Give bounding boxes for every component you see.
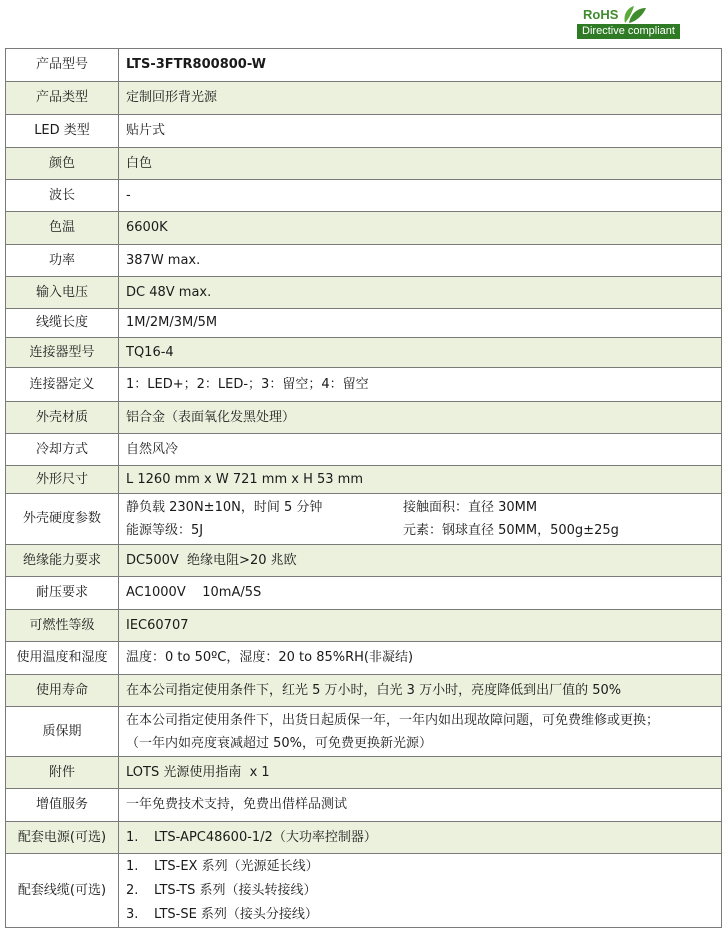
- table-row: [6, 309, 722, 338]
- static-load-text: 静负载 230N±10N，时间 5 分钟: [126, 500, 323, 515]
- list-item: [126, 855, 721, 879]
- row-value: 一年免费技术支持，免费出借样品测试: [119, 789, 722, 822]
- row-value: L 1260 mm x W 721 mm x H 53 mm: [119, 466, 722, 494]
- row-value: [119, 494, 722, 545]
- rohs-banner: Directive compliant: [577, 24, 680, 39]
- list-item: [126, 826, 721, 850]
- element-text: 元素：钢球直径 50MM，500g±25g: [403, 523, 619, 538]
- row-value: LOTS 光源使用指南 x 1: [119, 757, 722, 789]
- row-value: -: [119, 180, 722, 212]
- row-label: 输入电压: [6, 277, 119, 309]
- table-row: [6, 707, 722, 757]
- row-value: [119, 822, 722, 854]
- row-value: DC 48V max.: [119, 277, 722, 309]
- row-value: LTS-3FTR800800-W: [119, 49, 722, 82]
- table-row: [6, 642, 722, 675]
- list-item: [126, 903, 721, 927]
- row-label: 冷却方式: [6, 434, 119, 466]
- table-row: [6, 854, 722, 928]
- row-label: 线缆长度: [6, 309, 119, 338]
- table-row: [6, 789, 722, 822]
- row-label: 耐压要求: [6, 577, 119, 610]
- table-row: [6, 180, 722, 212]
- hardness-line-2: [126, 519, 721, 542]
- row-label: LED 类型: [6, 115, 119, 148]
- row-label: 配套线缆(可选): [6, 854, 119, 928]
- list-number: 3.: [126, 906, 139, 922]
- list-text: LTS-APC48600-1/2（大功率控制器）: [154, 829, 377, 845]
- row-label: 连接器定义: [6, 368, 119, 402]
- rohs-logo-text: RoHS: [583, 7, 619, 22]
- list-text: LTS-EX 系列（光源延长线）: [154, 858, 319, 874]
- energy-level-text: 能源等级：5J: [126, 523, 204, 538]
- table-row: [6, 368, 722, 402]
- table-row: [6, 82, 722, 115]
- row-label: 外壳硬度参数: [6, 494, 119, 545]
- list-number: 1.: [126, 858, 139, 874]
- row-value: IEC60707: [119, 610, 722, 642]
- row-value: 1：LED+；2：LED-；3：留空；4：留空: [119, 368, 722, 402]
- row-label: 质保期: [6, 707, 119, 757]
- row-value: [119, 707, 722, 757]
- row-value: 在本公司指定使用条件下，红光 5 万小时，白光 3 万小时，亮度降低到出厂值的 50%: [119, 675, 722, 707]
- table-row: [6, 757, 722, 789]
- warranty-line-2: （一年内如亮度衰减超过 50%，可免费更换新光源）: [126, 735, 433, 751]
- warranty-line-1: 在本公司指定使用条件下，出货日起质保一年，一年内如出现故障问题，可免费维修或更换；: [126, 712, 660, 728]
- table-row: [6, 466, 722, 494]
- row-value: 1M/2M/3M/5M: [119, 309, 722, 338]
- table-row: [6, 822, 722, 854]
- table-row: [6, 115, 722, 148]
- table-row: [6, 494, 722, 545]
- hardness-line-1: [126, 496, 721, 519]
- table-row: [6, 277, 722, 309]
- table-row: [6, 148, 722, 180]
- row-label: 连接器型号: [6, 338, 119, 368]
- row-label: 颜色: [6, 148, 119, 180]
- row-label: 波长: [6, 180, 119, 212]
- power-supply-list: [126, 826, 721, 850]
- row-label: 产品类型: [6, 82, 119, 115]
- list-text: LTS-SE 系列（接头分接线）: [154, 906, 318, 922]
- row-value: 贴片式: [119, 115, 722, 148]
- row-value: 自然风冷: [119, 434, 722, 466]
- row-value: AC1000V 10mA/5S: [119, 577, 722, 610]
- list-number: 1.: [126, 829, 139, 845]
- row-label: 增值服务: [6, 789, 119, 822]
- row-value: 6600K: [119, 212, 722, 245]
- cable-list: [126, 855, 721, 927]
- row-value: 铝合金（表面氧化发黑处理）: [119, 402, 722, 434]
- row-label: 使用寿命: [6, 675, 119, 707]
- table-row: [6, 49, 722, 82]
- leaf-icon: [621, 3, 647, 25]
- row-value: TQ16-4: [119, 338, 722, 368]
- row-label: 可燃性等级: [6, 610, 119, 642]
- row-value: 白色: [119, 148, 722, 180]
- row-label: 外壳材质: [6, 402, 119, 434]
- table-row: [6, 434, 722, 466]
- table-row: [6, 338, 722, 368]
- row-label: 绝缘能力要求: [6, 545, 119, 577]
- row-value: [119, 854, 722, 928]
- contact-area-text: 接触面积：直径 30MM: [403, 500, 538, 515]
- row-value: 387W max.: [119, 245, 722, 277]
- rohs-logo: [577, 3, 681, 39]
- spec-table: [5, 48, 722, 928]
- row-value: 定制回形背光源: [119, 82, 722, 115]
- list-item: [126, 879, 721, 903]
- row-label: 附件: [6, 757, 119, 789]
- list-number: 2.: [126, 882, 139, 898]
- table-row: [6, 577, 722, 610]
- row-label: 使用温度和湿度: [6, 642, 119, 675]
- row-value: 温度：0 to 50ºC，湿度：20 to 85%RH(非凝结): [119, 642, 722, 675]
- table-row: [6, 212, 722, 245]
- table-row: [6, 610, 722, 642]
- row-label: 产品型号: [6, 49, 119, 82]
- table-row: [6, 545, 722, 577]
- row-label: 功率: [6, 245, 119, 277]
- table-row: [6, 245, 722, 277]
- table-row: [6, 675, 722, 707]
- list-text: LTS-TS 系列（接头转接线）: [154, 882, 317, 898]
- table-row: [6, 402, 722, 434]
- row-value: DC500V 绝缘电阻>20 兆欧: [119, 545, 722, 577]
- row-label: 配套电源(可选): [6, 822, 119, 854]
- row-label: 外形尺寸: [6, 466, 119, 494]
- row-label: 色温: [6, 212, 119, 245]
